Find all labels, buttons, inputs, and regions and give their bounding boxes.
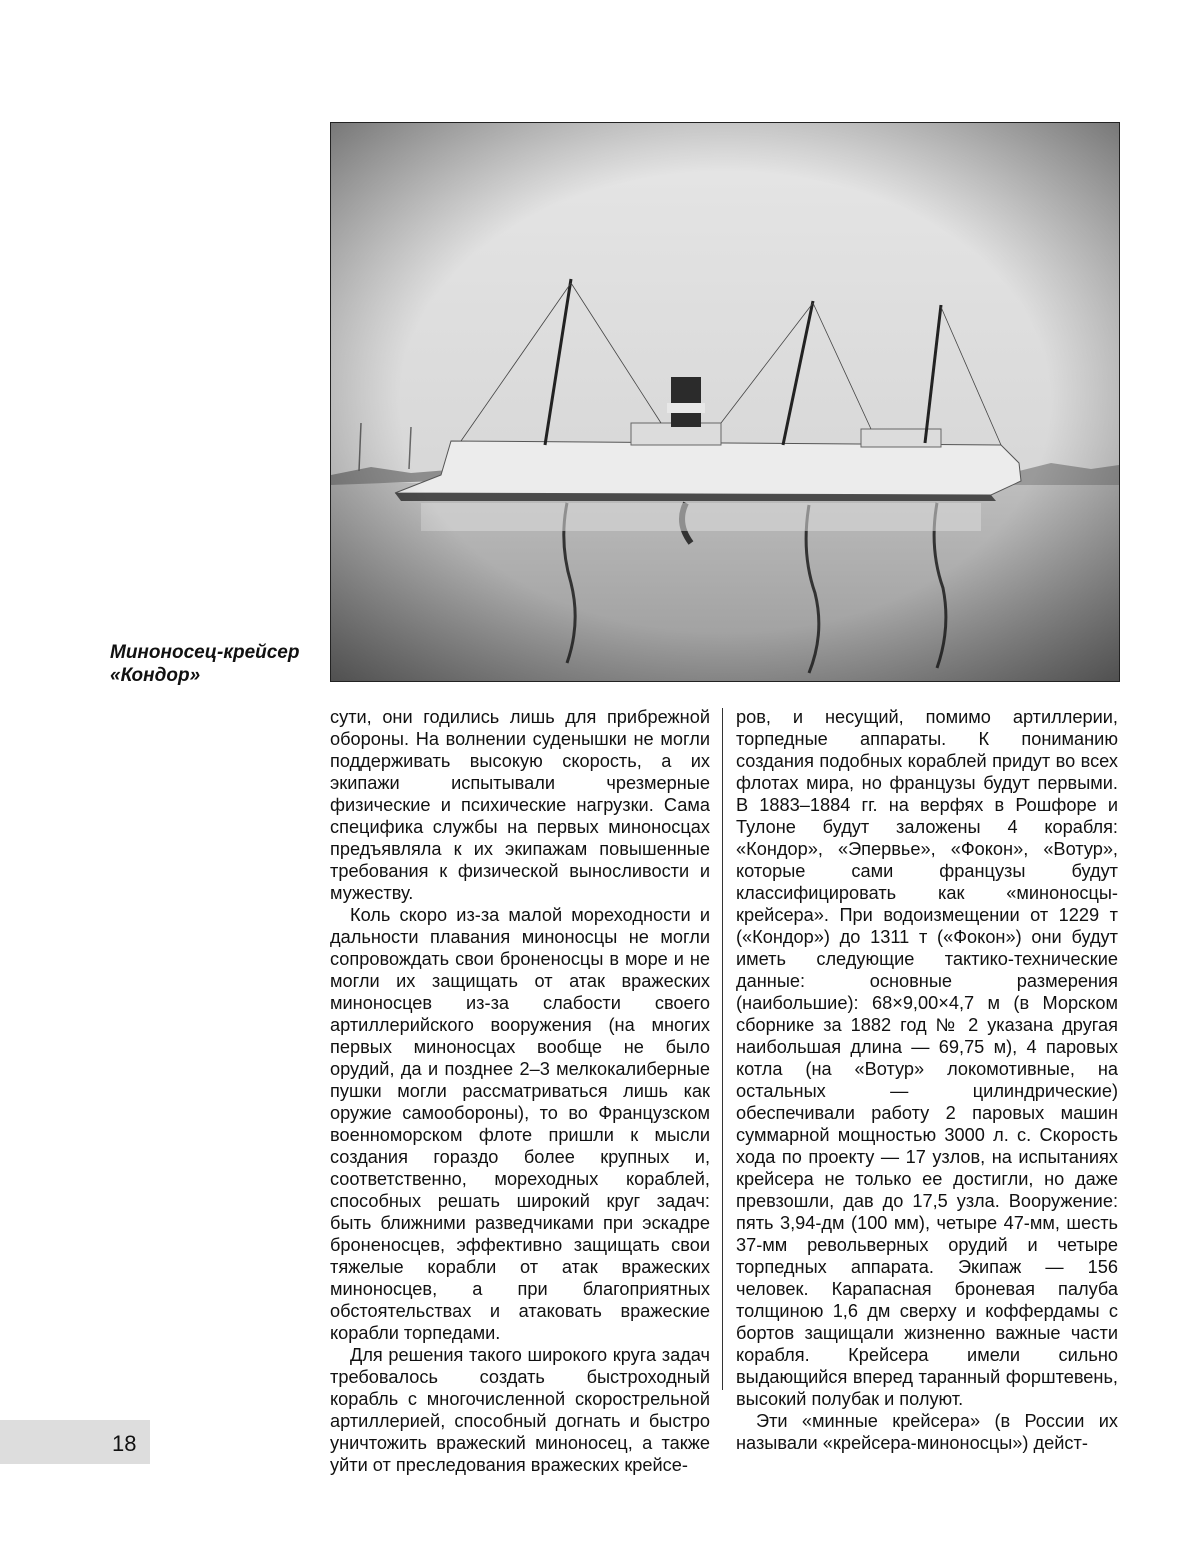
text-column-right xyxy=(736,706,1118,1454)
ship-photograph xyxy=(330,122,1120,682)
paragraph: сути, они годились лишь для прибрежной обороны. На волнении суденышки не могли поддерживать высокую скорость, а их экипажи испытывали чрезмерные физические и психические нагрузки. Сама специфика службы на первых миноносцах предъявляла к их экипажам повышенные требования к физической выносливости и мужеству. xyxy=(330,707,710,903)
page-number: 18 xyxy=(112,1431,137,1456)
column-divider xyxy=(722,708,723,1390)
ship-photo-illustration xyxy=(331,123,1119,681)
paragraph: ров, и несущий, помимо артиллерии, торпедные аппараты. К пониманию создания подобных кораблей придут во всех флотах мира, но французы будут первыми. В 1883–1884 гг. на верфях в Рошфоре и Тулоне будут заложены 4 корабля: «Кондор», «Эпервье», «Фокон», «Вотур», которые сами французы будут классифицировать как «миноносцы-крейсера». При водоизмещении от 1229 т («Кондор») до 1311 т («Фокон») они будут иметь следующие тактико-технические данные: основные размерения (наибольшие): 68×9,00×4,7 м (в Морском сборнике за 1882 год № 2 указана другая наибольшая длина — 69,75 м), 4 паровых котла (на «Вотур» локомотивные, на остальных — цилиндрические) обеспечивали работу 2 паровых машин суммарной мощностью 3000 л. с. Скорость хода по проекту — 17 узлов, на испытаниях крейсера не только ее достигли, но даже превзошли, дав до 17,5 узла. Вооружение: пять 3,94-дм (100 мм), четыре 47-мм, шесть 37-мм револьверных орудий и четыре торпедных аппарата. Экипаж — 156 человек. Карапасная броневая палуба толщиною 1,6 дм сверху и коффердамы с бортов защищали жизненно важные части корабля. Крейсера имели сильно выдающийся вперед таранный форштевень, высокий полубак и полуют. xyxy=(736,707,1118,1409)
caption-line-2: «Кондор» xyxy=(110,665,201,686)
paragraph: Для решения такого широкого круга задач требовалось создать быстроходный корабль с многочисленной скорострельной артиллерией, способный догнать и быстро уничтожить вражеский миноносец, а также уйти от преследования вражеских крейсе- xyxy=(330,1345,710,1475)
caption-line-1: Миноносец-крейсер xyxy=(110,642,300,663)
text-column-left xyxy=(330,706,710,1476)
figure-caption xyxy=(110,641,320,687)
paragraph: Коль скоро из-за малой мореходности и дальности плавания миноносцы не могли сопровождать свои броненосцы в море и не могли их защищать от атак вражеских миноносцев из-за слабости своего артиллерийского вооружения (на многих первых миноносцах вообще не было орудий, да и позднее 2–3 мелкокалиберные пушки могли рассматриваться лишь как оружие самообороны), то во Французском военноморском флоте пришли к мысли создания гораздо более крупных и, соответственно, мореходных кораблей, способных решать широкий круг задач: быть ближними разведчиками при эскадре броненосцев, эффективно защищать свои тяжелые корабли от атак вражеских миноносцев, а при благоприятных обстоятельствах и атаковать вражеские корабли торпедами. xyxy=(330,905,710,1343)
paragraph: Эти «минные крейсера» (в России их называли «крейсера-миноносцы») дейст- xyxy=(736,1411,1118,1453)
